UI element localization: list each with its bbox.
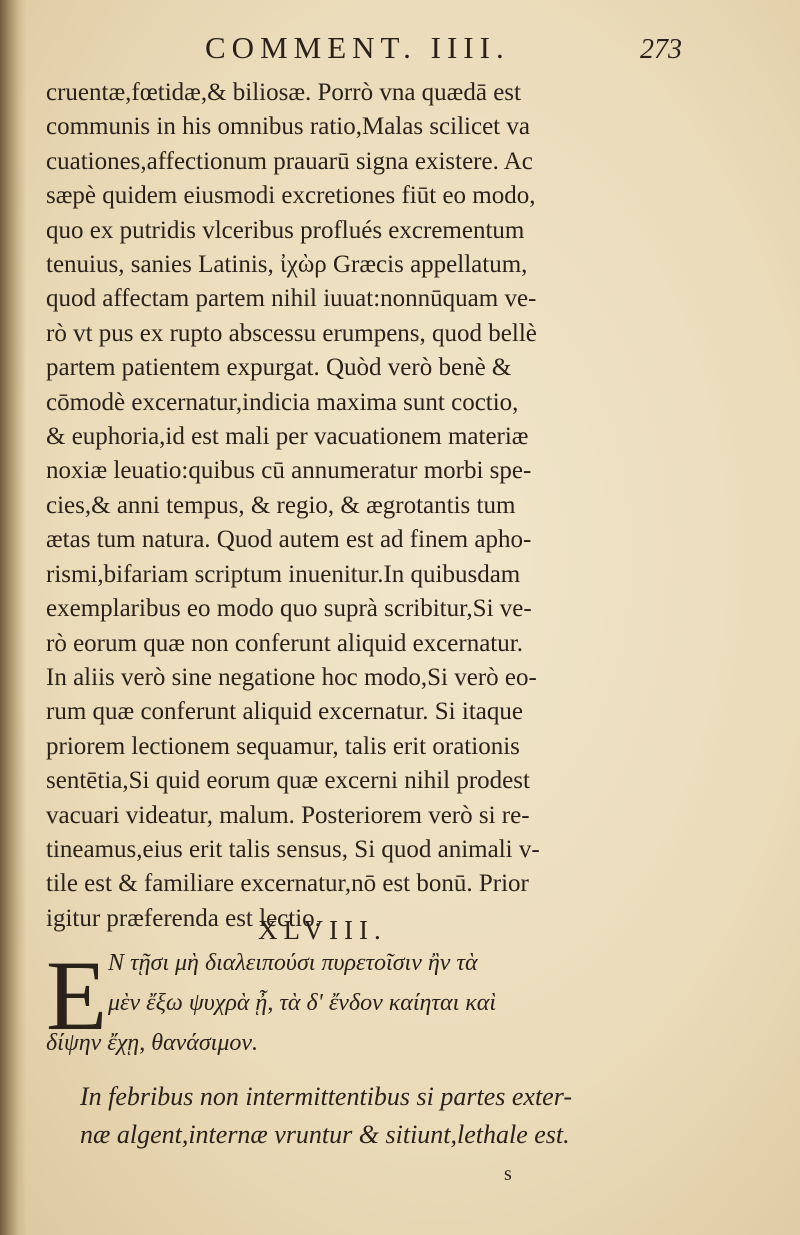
commentary-text (46, 76, 646, 936)
latin-line: In febribus non intermittentibus si partes exter- (80, 1082, 572, 1111)
text-line: & euphoria,id est mali per vacuationem materiæ (46, 423, 529, 451)
aphorism-number: XLVIII. (258, 915, 387, 945)
running-head: COMMENT. IIII. (205, 30, 510, 65)
text-line: rismi,bifariam scriptum inuenitur.In quibusdam (46, 560, 521, 588)
drop-cap-initial: E (46, 940, 108, 1051)
text-line: rò eorum quæ non conferunt aliquid excernatur. (46, 629, 523, 657)
text-line: rò vt pus ex rupto abscessu erumpens, quod bellè (46, 319, 537, 347)
text-line: cōmodè excernatur,indicia maxima sunt coctio, (46, 388, 519, 416)
text-line: tineamus,eius erit talis sensus, Si quod animali v- (46, 835, 540, 863)
text-line: tile est & familiare excernatur,nō est bonū. Prior (46, 870, 529, 898)
text-line: noxiæ leuatio:quibus cū annumeratur morbi spe- (46, 457, 532, 485)
text-line: partem patientem expurgat. Quòd verò benè & (46, 354, 512, 382)
text-line: cruentæ,fœtidæ,& biliosæ. Porrò vna quædā est (46, 79, 521, 106)
text-line: sentētia,Si quid eorum quæ excerni nihil prodest (46, 767, 530, 795)
binding-edge (0, 0, 26, 1235)
text-line: tenuius, sanies Latinis, ἰχὼρ Græcis appellatum, (46, 251, 528, 279)
text-line: cies,& anni tempus, & regio, & ægrotantis tum (46, 491, 516, 519)
text-line: quod affectam partem nihil iuuat:nonnūquam ve- (46, 285, 537, 313)
text-line: In aliis verò sine negatione hoc modo,Si verò eo- (46, 663, 537, 691)
greek-line: δίψην ἔχῃ, θανάσιμον. (46, 1030, 259, 1056)
page-number: 273 (640, 34, 682, 65)
aphorism-latin (80, 1078, 660, 1154)
text-line: cuationes,affectionum prauarū signa existere. Ac (46, 147, 533, 175)
text-line: igitur præferenda est lectio. (46, 904, 321, 932)
text-line: ætas tum natura. Quod autem est ad finem apho- (46, 526, 532, 554)
text-line: sæpè quidem eiusmodi excretiones fiūt eo modo, (46, 182, 536, 210)
page-header (150, 30, 710, 74)
text-line: exemplaribus eo modo quo suprà scribitur,Si ve- (46, 595, 532, 623)
text-line: priorem lectionem sequamur, talis erit orationis (46, 732, 520, 760)
greek-line: μὲν ἔξω ψυχρὰ ᾖ, τὰ δ' ἔνδον καίηται καὶ (108, 990, 497, 1016)
greek-line: Ν τῇσι μὴ διαλειπούσι πυρετοῖσιν ἢν τὰ (108, 950, 478, 976)
text-line: quo ex putridis vlceribus proflués excrementum (46, 216, 525, 244)
text-line: communis in his omnibus ratio,Malas scilicet va (46, 113, 530, 141)
text-line: rum quæ conferunt aliquid excernatur. Si itaque (46, 698, 523, 726)
signature-mark: s (504, 1163, 512, 1185)
latin-line: næ algent,internæ vruntur & sitiunt,lethale est. (80, 1120, 570, 1149)
aphorism-greek (46, 940, 656, 1070)
text-line: vacuari videatur, malum. Posteriorem verò si re- (46, 801, 530, 829)
